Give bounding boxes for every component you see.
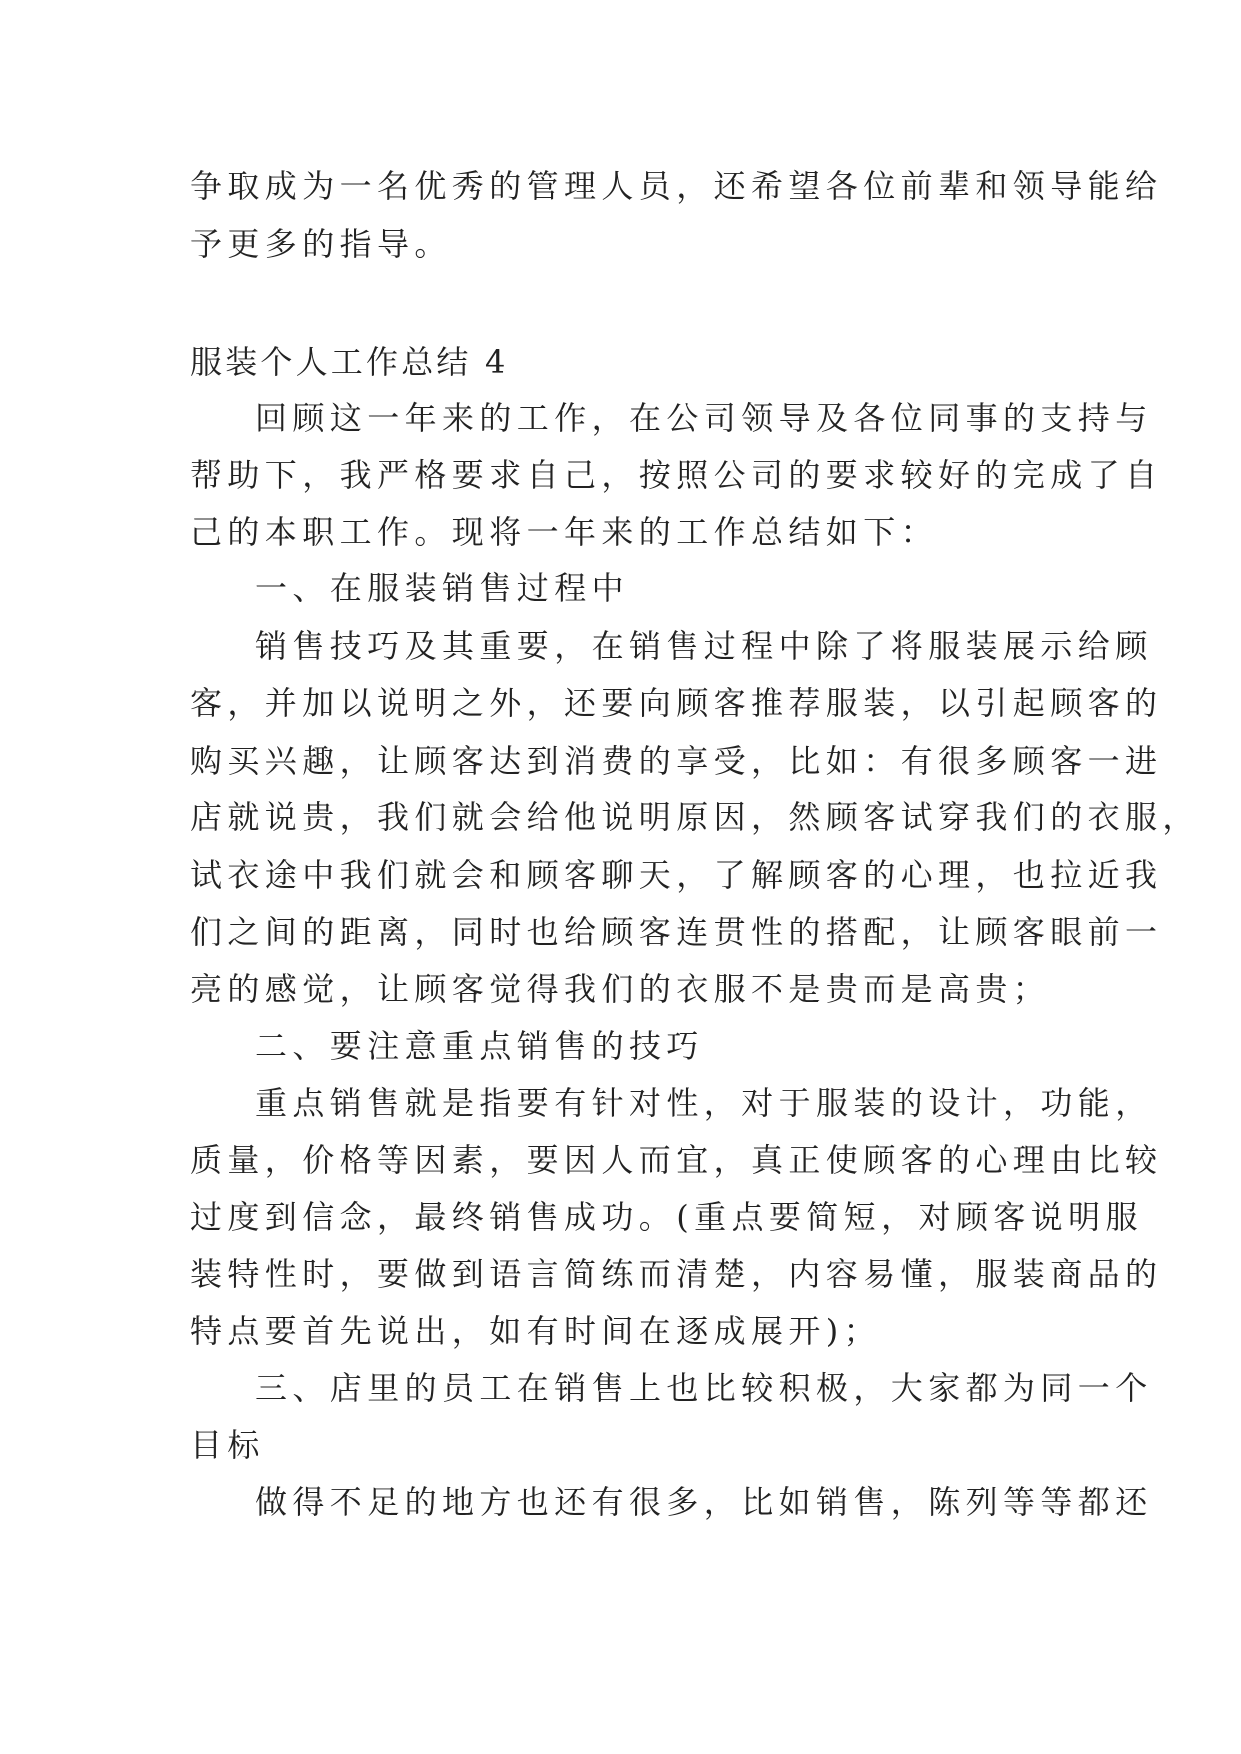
text-line: 重点销售就是指要有针对性，对于服装的设计，功能， — [255, 1084, 1153, 1122]
text-line: 购买兴趣，让顾客达到消费的享受，比如：有很多顾客一进 — [190, 742, 1163, 780]
text-line: 帮助下，我严格要求自己，按照公司的要求较好的完成了自 — [190, 456, 1163, 494]
text-line: 争取成为一名优秀的管理人员，还希望各位前辈和领导能给 — [190, 167, 1163, 205]
text-line: 回顾这一年来的工作，在公司领导及各位同事的支持与 — [255, 399, 1153, 437]
subheading: 二、要注意重点销售的技巧 — [255, 1027, 704, 1065]
text-line: 质量，价格等因素，要因人而宜，真正使顾客的心理由比较 — [190, 1141, 1163, 1179]
text-line: 亮的感觉，让顾客觉得我们的衣服不是贵而是高贵； — [190, 970, 1051, 1008]
text-line: 目标 — [190, 1426, 265, 1464]
text-line: 店就说贵，我们就会给他说明原因，然顾客试穿我们的衣服， — [190, 798, 1200, 836]
text-line: 予更多的指导。 — [190, 225, 452, 263]
text-line: 装特性时，要做到语言简练而清楚，内容易懂，服装商品的 — [190, 1255, 1163, 1293]
section-heading: 服装个人工作总结 4 — [190, 343, 509, 381]
text-line: 销售技巧及其重要，在销售过程中除了将服装展示给顾 — [255, 627, 1153, 665]
text-line: 试衣途中我们就会和顾客聊天，了解顾客的心理，也拉近我 — [190, 856, 1163, 894]
subheading: 一、在服装销售过程中 — [255, 569, 630, 607]
text-line: 过度到信念，最终销售成功。(重点要简短，对顾客说明服 — [190, 1198, 1143, 1236]
text-line: 们之间的距离，同时也给顾客连贯性的搭配，让顾客眼前一 — [190, 913, 1163, 951]
text-line: 己的本职工作。现将一年来的工作总结如下： — [190, 513, 939, 551]
text-line: 客，并加以说明之外，还要向顾客推荐服装，以引起顾客的 — [190, 684, 1163, 722]
subheading: 三、店里的员工在销售上也比较积极，大家都为同一个 — [255, 1369, 1153, 1407]
text-line: 特点要首先说出，如有时间在逐成展开)； — [190, 1312, 882, 1350]
text-line: 做得不足的地方也还有很多，比如销售，陈列等等都还 — [255, 1483, 1153, 1521]
